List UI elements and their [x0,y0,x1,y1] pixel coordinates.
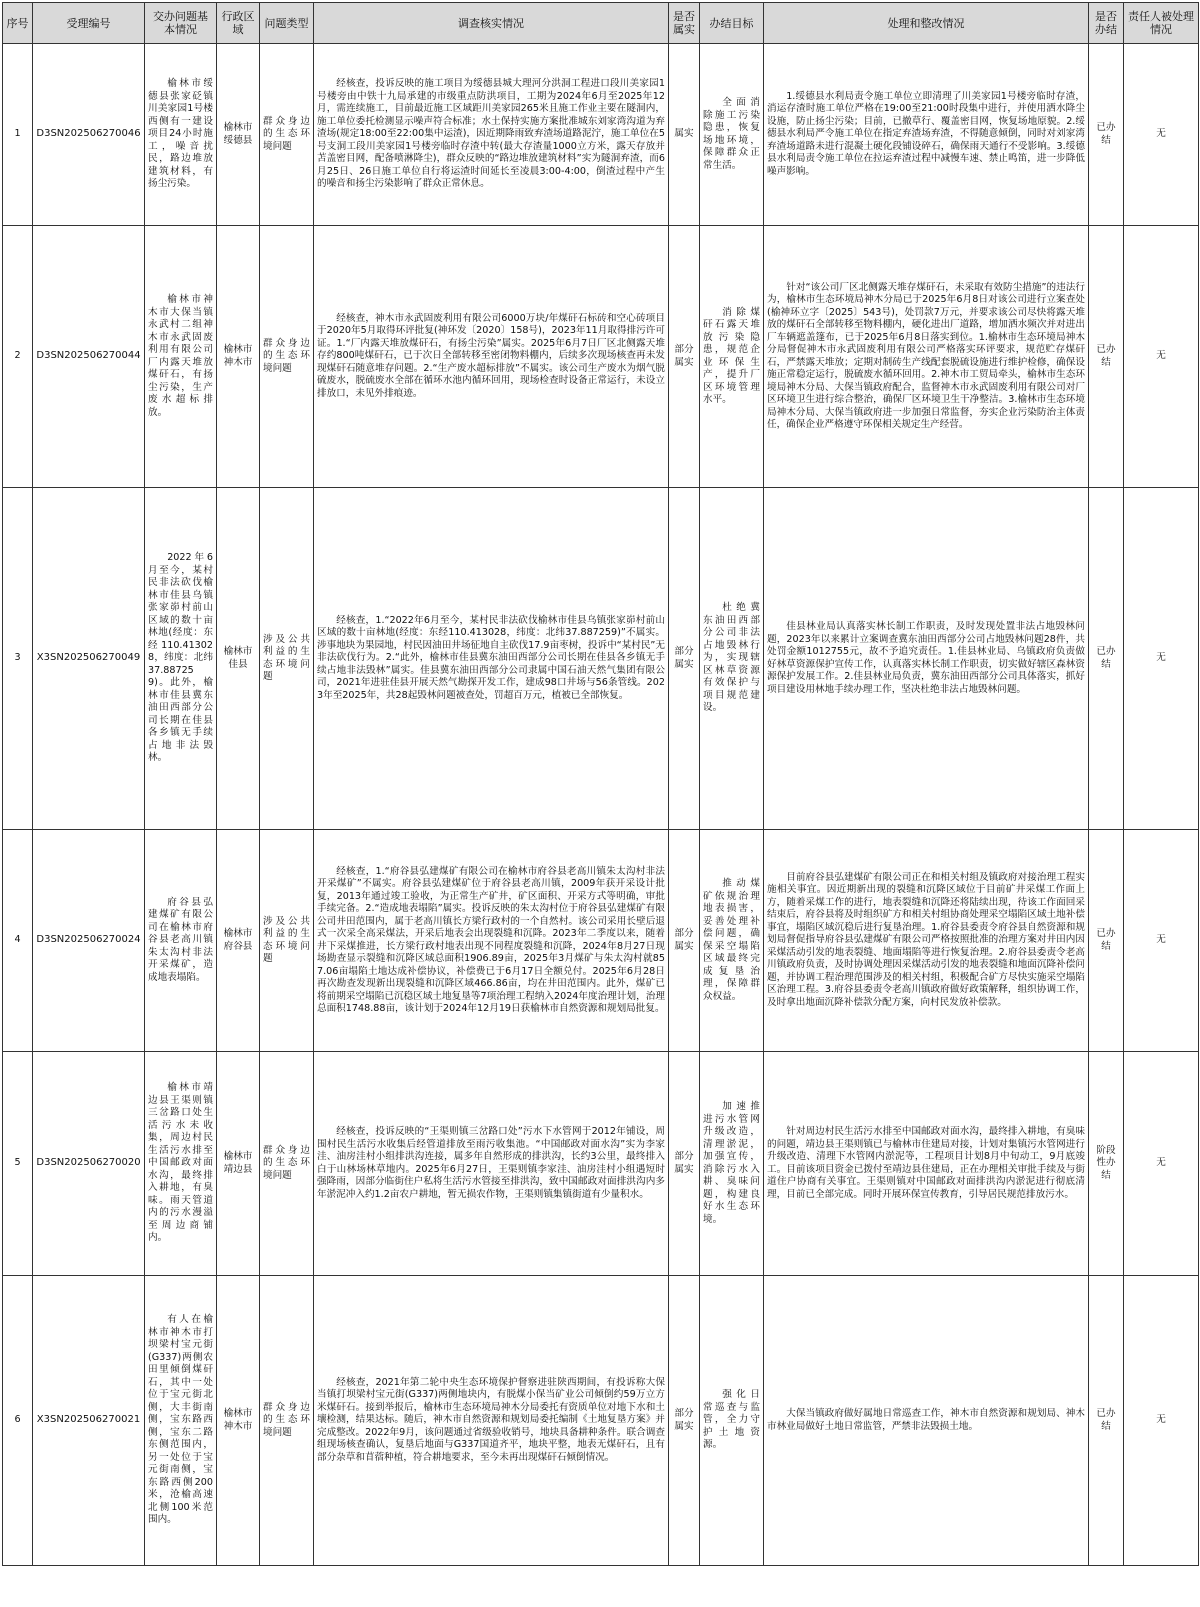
cell-closed: 已办结 [1089,488,1124,830]
cell-type: 涉及公共利益的生态环境问题 [260,830,314,1052]
header-handling: 处理和整改情况 [764,3,1089,44]
header-region: 行政区域 [217,3,260,44]
cell-code: X3SN202506270049 [33,488,145,830]
cell-code: D3SN202506270046 [33,44,145,226]
cell-investigation: 经核查，神木市永武固废利用有限公司6000万块/年煤矸石标砖和空心砖项目于2020年5月取得环评批复(神环发〔2020〕158号)，2023年11月取得排污许可证。1.“厂内露天堆放煤矸石，有扬尘污染”属实。2025年6月7日厂区北侧露天堆存约800吨煤矸石，已于次日全部转移至密闭物料棚内，后续多次现场核查再未发现煤矸石随意堆存问题。2.“生产废水超标排放”不属实。该公司生产废水为烟气脱硫废水，脱硫废水全部在循环水池内循环回用，现场检查时设备正常运行，未设立排放口，未见外排痕迹。 [314,226,669,488]
cell-type: 群众身边的生态环境问题 [260,44,314,226]
table-row [3,226,1199,488]
cell-verified: 部分属实 [669,1052,700,1276]
cell-issue: 榆林市绥德县张家砭镇川美家园1号楼西侧有一建设项目24小时施工，噪音扰民，路边堆放建筑材料，有扬尘污染。 [145,44,217,226]
cell-code: D3SN202506270044 [33,226,145,488]
cell-closed: 已办结 [1089,1276,1124,1566]
cell-code: X3SN202506270021 [33,1276,145,1566]
header-accountability: 责任人被处理情况 [1124,3,1199,44]
table-row [3,1276,1199,1566]
cell-region: 榆林市神木市 [217,1276,260,1566]
cell-seq: 2 [3,226,33,488]
cell-accountability: 无 [1124,1052,1199,1276]
cell-accountability: 无 [1124,44,1199,226]
header-code: 受理编号 [33,3,145,44]
cell-verified: 部分属实 [669,1276,700,1566]
cell-type: 群众身边的生态环境问题 [260,1052,314,1276]
cell-target: 加速推进污水管网升级改造，清理淤泥，加强宣传，消除污水入耕、臭味问题，构建良好水生态环境。 [700,1052,764,1276]
cell-seq: 6 [3,1276,33,1566]
cell-investigation: 经核查，投诉反映的施工项目为绥德县城大理河分洪洞工程进口段川美家园1号楼旁由中铁十九局承建的市级重点防洪项目，工期为2024年6月至2025年12月，需连续施工，目前最近施工区域距川美家园265米且施工作业主要在隧洞内，施工单位委托检测显示噪声符合标准；水土保持实施方案批准城东刘家湾沟道为弃渣场(规定18:00至22:00集中运渣)，因近期降雨致弃渣场道路泥泞，施工单位在5号支洞工段川美家园1号楼旁临时存渣中转(最大存渣量1000立方米，露天存放并苫盖密目网，配备喷淋降尘)，群众反映的“路边堆放建筑材料”实为隧洞弃渣，而6月25日、26日施工单位自行将运渣时间延长至凌晨3:00-4:00，倒渣过程中产生的噪音和扬尘污染影响了群众正常休息。 [314,44,669,226]
cell-handling: 1.绥德县水利局责令施工单位立即清理了川美家园1号楼旁临时存渣，消运存渣时施工单位严格在19:00至21:00时段集中进行，并使用洒水降尘设施，防止扬尘污染；目前，已撤草行、覆盖密目网，恢复场地原貌。2.绥德县水利局严令施工单位在指定弃渣场弃渣，不得随意倾倒，同时对刘家湾弃渣场道路未进行混凝土硬化段铺设碎石，确保雨天通行不受影响。3.绥德县水利局责令施工单位在拉运弃渣过程中减慢车速、禁止鸣笛，进一步降低噪声影响。 [764,44,1089,226]
cell-handling: 针对“该公司厂区北侧露天堆存煤矸石，未采取有效防尘措施”的违法行为，榆林市生态环境局神木分局已于2025年6月8日对该公司进行立案查处(榆神环立字〔2025〕543号)，处罚款7万元，并要求该公司尽快将露天堆放的煤矸石全部转移至物料棚内，硬化进出厂道路，增加洒水频次并对进出厂车辆遮盖篷布，已于2025年6月8日落实到位。1.榆林市生态环境局神木分局督促神木市永武固废利用有限公司严格落实环评要求，规范贮存煤矸石，严禁露天堆放；定期对制砖生产线配套脱硫设施进行维护检修，确保设施正常稳定运行，脱硫废水循环回用。2.神木市工贸局牵头，榆林市生态环境局神木分局、大保当镇政府配合，监督神木市永武固废利用有限公司对厂区环境卫生进行综合整治，确保厂区环境卫生干净整洁。3.榆林市生态环境局神木分局、大保当镇政府进一步加强日常监督，夯实企业污染防治主体责任，确保企业严格遵守环保相关规定生产经营。 [764,226,1089,488]
cell-seq: 4 [3,830,33,1052]
table-row [3,830,1199,1052]
cell-type: 涉及公共利益的生态环境问题 [260,488,314,830]
header-issue: 交办问题基本情况 [145,3,217,44]
cell-handling: 佳县林业局认真落实林长制工作职责，及时发现处置非法占地毁林问题，2023年以来累计立案调查冀东油田西部分公司占地毁林问题28件，共处罚金额1012755元，故不予追究责任。1.佳县林业局、乌镇政府负责做好林草资源保护宣传工作，认真落实林长制工作职责，切实做好辖区森林资源保护发展工作。2.佳县林业局负责，冀东油田西部分公司具体落实，抓好项目建设用林地手续办理工作，坚决杜绝非法占地毁林问题。 [764,488,1089,830]
cell-issue: 府谷县弘建煤矿有限公司在榆林市府谷县老高川镇朱太沟村非法开采煤矿，造成地表塌陷。 [145,830,217,1052]
cell-type: 群众身边的生态环境问题 [260,1276,314,1566]
cell-handling: 大保当镇政府做好属地日常巡查工作，神木市自然资源和规划局、神木市林业局做好土地日常监管，严禁非法毁损土地。 [764,1276,1089,1566]
cell-issue: 2022年6月至今，某村民非法砍伐榆林市佳县乌镇张家峁村前山区域的数十亩林地(经度：东经110.413028，纬度：北纬37.887259)。此外，榆林市佳县冀东油田西部分公司长期在佳县各乡镇无手续占地非法毁林。 [145,488,217,830]
case-table [2,2,1199,1566]
cell-code: D3SN202506270020 [33,1052,145,1276]
cell-closed: 已办结 [1089,226,1124,488]
cell-verified: 部分属实 [669,488,700,830]
cell-region: 榆林市神木市 [217,226,260,488]
cell-seq: 1 [3,44,33,226]
cell-closed: 已办结 [1089,44,1124,226]
cell-verified: 部分属实 [669,830,700,1052]
cell-target: 强化日常巡查与监管，全力守护土地资源。 [700,1276,764,1566]
cell-accountability: 无 [1124,488,1199,830]
cell-accountability: 无 [1124,1276,1199,1566]
table-row [3,488,1199,830]
cell-investigation: 经核查，2021年第二轮中央生态环境保护督察进驻陕西期间，有投诉称大保当镇打坝梁村宝元街(G337)两侧地块内，有脱煤小保当矿业公司倾倒约59万立方米煤矸石。接到举报后，榆林市生态环境局神木分局委托有资质单位对地下水和土壤检测，结果达标。随后，神木市自然资源和规划局委托编制《土地复垦方案》并完成整改。2022年9月，该问题通过省级验收销号，地块具备耕种条件。联合调查组现场核查确认，复垦后地面与G337国道齐平，地块平整，地表无煤矸石，且有部分杂草和苜蓿种植，符合耕地要求，至今未再出现煤矸石倾倒情况。 [314,1276,669,1566]
table-row [3,44,1199,226]
cell-seq: 5 [3,1052,33,1276]
header-investigation: 调查核实情况 [314,3,669,44]
table-row [3,1052,1199,1276]
cell-verified: 部分属实 [669,226,700,488]
header-target: 办结目标 [700,3,764,44]
cell-region: 榆林市府谷县 [217,830,260,1052]
header-seq: 序号 [3,3,33,44]
cell-closed: 阶段性办结 [1089,1052,1124,1276]
cell-investigation: 经核查，1.“府谷县弘建煤矿有限公司在榆林市府谷县老高川镇朱太沟村非法开采煤矿”不属实。府谷县弘建煤矿位于府谷县老高川镇，2009年获开采设计批复，2013年通过竣工验收，为正常生产矿井，矿区面积、开采方式等明确，审批手续完备。2.“造成地表塌陷”属实。投诉反映的朱太沟村位于府谷县弘建煤矿有限公司井田范围内，属于老高川镇长方梁行政村的一个自然村。该公司采用长壁后退式一次采全高采煤法，开采后地表会出现裂缝和沉降。2023年二季度以来，随着井下采煤推进，长方梁行政村地表出现不同程度裂缝和沉降，2024年8月27日现场勘查显示裂缝和沉降区域总面积1906.89亩，2025年3月煤矿与朱太沟村就857.06亩塌陷土地达成补偿协议，补偿费已于6月17日全额兑付。2025年6月28日再次勘查发现新出现裂缝和沉降区域466.86亩，均在井田范围内。此外，煤矿已将前期采空塌陷已沉稳区域土地复垦等7项治理工程纳入2024年度治理计划，治理总面积1748.88亩，该计划于2024年12月19日获榆林市自然资源和规划局批复。 [314,830,669,1052]
header-verified: 是否属实 [669,3,700,44]
cell-investigation: 经核查，1.“2022年6月至今，某村民非法砍伐榆林市佳县乌镇张家峁村前山区域的数十亩林地(经度：东经110.413028，纬度：北纬37.887259)”不属实。涉事地块为果园地，村民因油田井场征地自主砍伐17.9亩枣树，投诉中“某村民”无非法砍伐行为。2.“此外，榆林市佳县冀东油田西部分公司长期在佳县各乡镇无手续占地非法毁林”属实。佳县冀东油田西部分公司隶属中国石油天然气集团有限公司，2021年进驻佳县开展天然气勘探开发工作，建成98口井场与56条管线。2023年至2025年，共28起毁林问题被查处，罚超百万元，植被已全部恢复。 [314,488,669,830]
cell-target: 全面消除施工污染隐患，恢复场地环境，保障群众正常生活。 [700,44,764,226]
cell-region: 榆林市靖边县 [217,1052,260,1276]
cell-target: 杜绝冀东油田西部分公司非法占地毁林行为，实现辖区林草资源有效保护与项目规范建设。 [700,488,764,830]
cell-closed: 已办结 [1089,830,1124,1052]
cell-accountability: 无 [1124,226,1199,488]
cell-target: 消除煤矸石露天堆放污染隐患，规范企业环保生产，提升厂区环境管理水平。 [700,226,764,488]
cell-code: D3SN202506270024 [33,830,145,1052]
cell-region: 榆林市绥德县 [217,44,260,226]
cell-accountability: 无 [1124,830,1199,1052]
header-closed: 是否办结 [1089,3,1124,44]
cell-target: 推动煤矿依规治理地表损害，妥善处理补偿问题，确保采空塌陷区域最终完成复垦治理，保障群众权益。 [700,830,764,1052]
cell-handling: 针对周边村民生活污水排至中国邮政对面水沟，最终排入耕地，有臭味的问题，靖边县王渠则镇已与榆林市住建局对接，计划对集镇污水管网进行升级改造、清理下水管网内淤泥等，工程项目计划8月中旬动工，9月底竣工。目前该项目资金已拨付至靖边县住建局，正在办理相关审批手续及与街道住户协商有关事宜。王渠则镇对中国邮政对面排洪沟内淤泥进行彻底清理，目前已全部完成。同时开展环保宣传教育，引导居民规范排放污水。 [764,1052,1089,1276]
cell-issue: 榆林市神木市大保当镇永武村二组神木市永武固废利用有限公司厂内露天堆放煤矸石，有扬尘污染，生产废水超标排放。 [145,226,217,488]
cell-region: 榆林市佳县 [217,488,260,830]
cell-issue: 榆林市靖边县王渠则镇三岔路口处生活污水未收集，周边村民生活污水排至中国邮政对面水沟，最终排入耕地，有臭味。雨天管道内的污水漫溢至周边商铺内。 [145,1052,217,1276]
cell-type: 群众身边的生态环境问题 [260,226,314,488]
header-type: 问题类型 [260,3,314,44]
cell-verified: 属实 [669,44,700,226]
cell-seq: 3 [3,488,33,830]
cell-issue: 有人在榆林市神木市打坝梁村宝元街(G337)两侧农田里倾倒煤矸石，其中一处位于宝元街北侧，大丰街南侧，宝东路西侧，宝东二路东侧范围内，另一处位于宝元街南侧，宝东路西侧200米，沧榆高速北侧100米范围内。 [145,1276,217,1566]
header-row [3,3,1199,44]
cell-investigation: 经核查，投诉反映的“王渠则镇三岔路口处”污水下水管网于2012年铺设，周围村民生活污水收集后经管道排放至雨污收集池。“中国邮政对面水沟”实为李家洼、油房洼村小组排洪沟连接，属多年自然形成的排洪沟，长约3公里，最终排入白于山林场林草地内。2025年6月27日，王渠则镇李家洼、油房洼村小组遇短时强降雨，因部分临街住户私将生活污水管接至排洪沟，致中国邮政对面排洪沟内多年淤泥冲入约1.2亩农户耕地，暂无损农作物，王渠则镇集镇街道有少量积水。 [314,1052,669,1276]
cell-handling: 目前府谷县弘建煤矿有限公司正在和相关村组及镇政府对接治理工程实施相关事宜。因近期新出现的裂缝和沉降区域位于目前矿井采煤工作面上方，随着采煤工作的进行，地表裂缝和沉降还将陆续出现，待该工作面回采结束后，府谷县将及时组织矿方和相关村组协商处理采空塌陷区域土地补偿事宜，塌陷区域沉稳后进行复垦治理。1.府谷县委责令府谷县自然资源和规划局督促指导府谷县弘建煤矿有限公司严格按照批准的治理方案对井田内因采煤活动引发的地表裂缝、地面塌陷等进行恢复治理。2.府谷县委责令老高川镇政府负责，及时协调处理因采煤活动引发的地表裂缝和地面沉降补偿问题，并协调工程治理范围涉及的相关村组，积极配合矿方尽快实施采空塌陷区治理工程。3.府谷县委责令老高川镇政府做好政策解释，组织协调工作，及时拿出地面沉降补偿款分配方案，向村民发放补偿款。 [764,830,1089,1052]
